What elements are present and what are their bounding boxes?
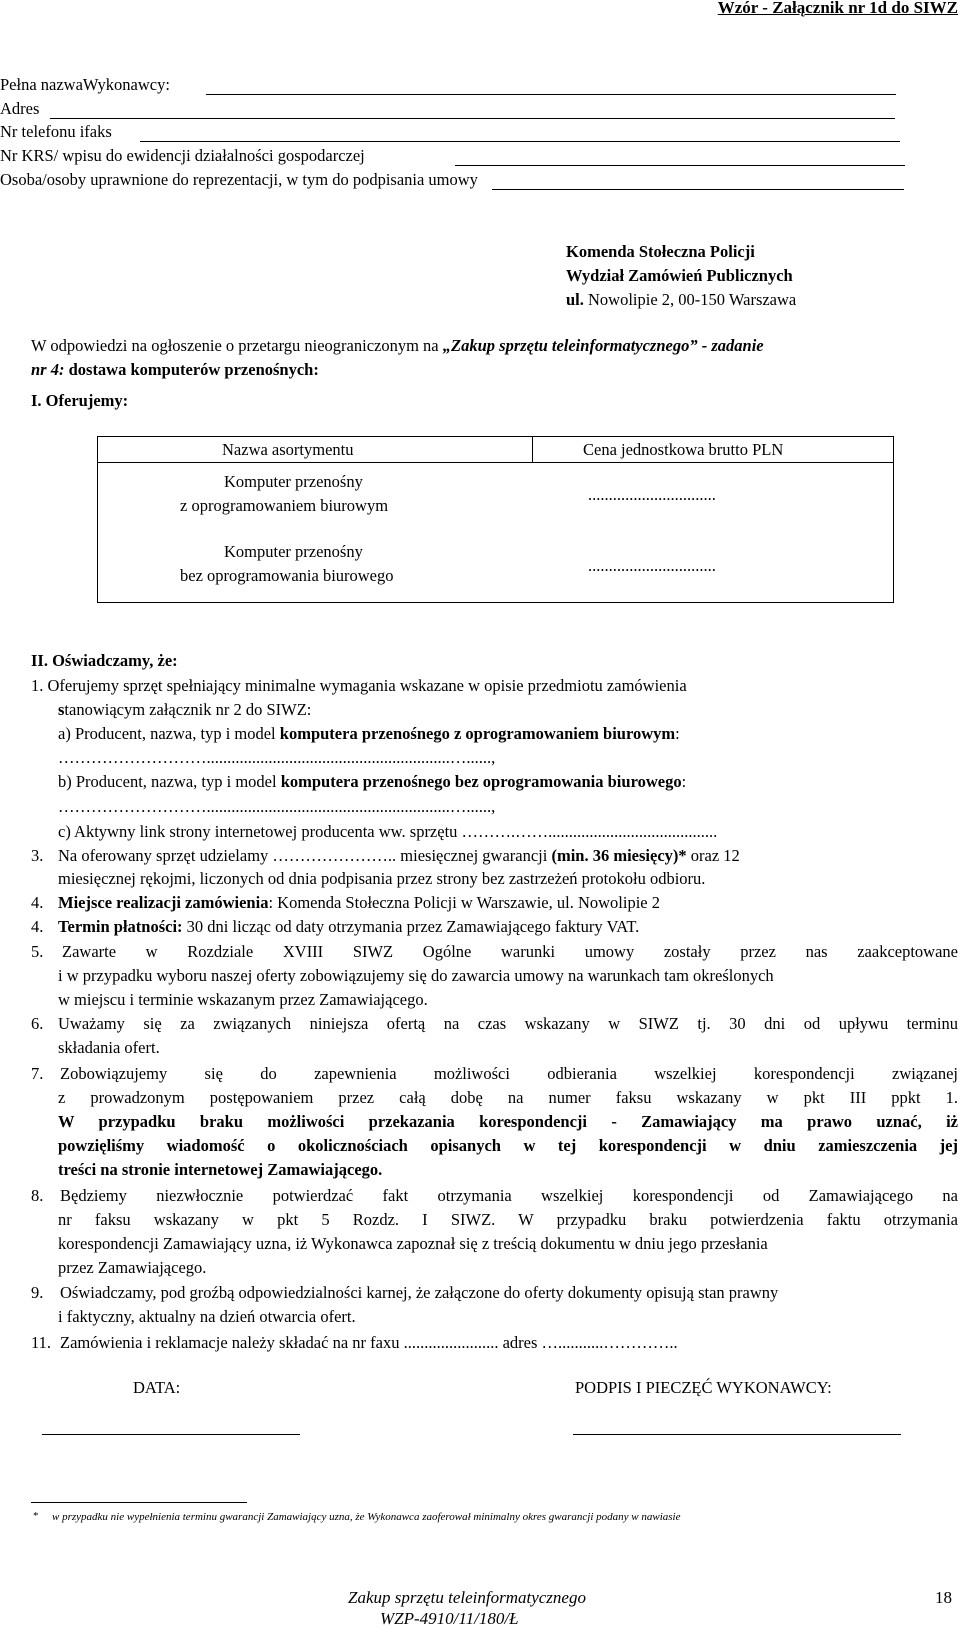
point-7-line-4: powzięliśmy wiadomość o okolicznościach opisanych w tej korespondencji w dniu zamieszczenia jej — [58, 1136, 958, 1155]
point-7-num: 7. — [31, 1064, 44, 1083]
field-krs-line[interactable] — [455, 165, 905, 166]
point-9-line-1: Oświadczamy, pod groźbą odpowiedzialności karnej, że załączone do oferty dokumenty opisują stan prawny — [60, 1283, 779, 1302]
footnote-mark: * — [33, 1510, 39, 1522]
point-9-line-2: i faktyczny, aktualny na dzień otwarcia ofert. — [58, 1307, 356, 1326]
point-8-line-4: przez Zamawiającego. — [58, 1258, 207, 1277]
page-number: 18 — [935, 1588, 952, 1607]
addressee-line-1: Komenda Stołeczna Policji — [566, 242, 755, 261]
point-11-num: 11. — [31, 1333, 52, 1352]
table-header-price: Cena jednostkowa brutto PLN — [583, 440, 784, 459]
attachment-ref: Wzór - Załącznik nr 1d do SIWZ — [717, 0, 958, 17]
table-row-1-name-line2: z oprogramowaniem biurowym — [180, 496, 389, 515]
footer-title: Zakup sprzętu teleinformatycznego — [348, 1588, 586, 1607]
point-3-line-2: miesięcznej rękojmi, liczonych od dnia podpisania przez strony bez zastrzeżeń protokołu odbioru. — [58, 869, 706, 888]
point-6-line-1: Uważamy się za związanych niniejsza ofertą na czas wskazany w SIWZ tj. 30 dni od upływu terminu — [58, 1014, 958, 1033]
offer-table-header-rule — [98, 462, 893, 463]
point-1c[interactable]: c) Aktywny link strony internetowej producenta ww. sprzętu ……….……......................................... — [58, 822, 718, 841]
point-4a: Miejsce realizacji zamówienia: Komenda Stołeczna Policji w Warszawie, ul. Nowolipie 2 — [58, 893, 660, 912]
point-1a: a) Producent, nazwa, typ i model komputera przenośnego z oprogramowaniem biurowym: — [58, 724, 680, 743]
point-7-line-1: Zobowiązujemy się do zapewnienia możliwości odbierania wszelkiej korespondencji związanej — [60, 1064, 958, 1083]
point-6-line-2: składania ofert. — [58, 1038, 160, 1057]
table-row-2-price[interactable]: ............................... — [588, 556, 716, 575]
point-1a-dots[interactable]: ………………………...........................................................…......, — [58, 748, 496, 767]
table-row-1-name-line1: Komputer przenośny — [224, 472, 363, 491]
point-8-num: 8. — [31, 1186, 44, 1205]
point-1b-dots[interactable]: ………………………...........................................................…......, — [58, 797, 496, 816]
point-1b: b) Producent, nazwa, typ i model komputera przenośnego bez oprogramowania biurowego: — [58, 772, 687, 791]
date-label: DATA: — [133, 1378, 181, 1397]
signature-label: PODPIS I PIECZĘĆ WYKONAWCY: — [575, 1378, 832, 1397]
offer-table-col-rule — [532, 437, 533, 462]
intro-line-1: W odpowiedzi na ogłoszenie o przetargu nieograniczonym na „Zakup sprzętu teleinformatycznego” - zadanie — [31, 336, 764, 355]
field-krs: Nr KRS/ wpisu do ewidencji działalności gospodarczej — [0, 146, 365, 165]
footnote-separator — [31, 1502, 247, 1503]
field-address: Adres — [0, 99, 40, 118]
section-declarations-title: II. Oświadczamy, że: — [31, 651, 178, 670]
addressee-line-2: Wydział Zamówień Publicznych — [566, 266, 793, 285]
point-5-line-1: Zawarte w Rozdziale XVIII SIWZ Ogólne warunki umowy zostały przez nas zaakceptowane — [62, 942, 958, 961]
point-7-line-3: W przypadku braku możliwości przekazania korespondencji - Zamawiający ma prawo uznać, iż — [58, 1112, 958, 1131]
table-row-1-price[interactable]: ............................... — [588, 485, 716, 504]
date-line[interactable] — [42, 1434, 300, 1435]
point-6-num: 6. — [31, 1014, 44, 1033]
field-representatives: Osoba/osoby uprawnione do reprezentacji, w tym do podpisania umowy — [0, 170, 478, 189]
table-header-name: Nazwa asortymentu — [222, 440, 354, 459]
table-row-2-name-line2: bez oprogramowania biurowego — [180, 566, 394, 585]
field-phone-fax: Nr telefonu ifaks — [0, 122, 112, 141]
point-1-line-2: stanowiącym załącznik nr 2 do SIWZ: — [58, 700, 312, 719]
point-4a-num: 4. — [31, 893, 44, 912]
field-phone-fax-line[interactable] — [140, 141, 900, 142]
intro-line-2: nr 4: dostawa komputerów przenośnych: — [31, 360, 319, 379]
point-7-line-5: treści na stronie internetowej Zamawiającego. — [58, 1160, 383, 1179]
point-4b-num: 4. — [31, 917, 44, 936]
table-row-2-name-line1: Komputer przenośny — [224, 542, 363, 561]
point-4b: Termin płatności: 30 dni licząc od daty otrzymania przez Zamawiającego faktury VAT. — [58, 917, 640, 936]
signature-line[interactable] — [573, 1434, 901, 1435]
point-8-line-3: korespondencji Zamawiający uzna, iż Wykonawca zapoznał się z treścią dokumentu w dniu jego przesłania — [58, 1234, 768, 1253]
field-full-name: Pełna nazwaWykonawcy: — [0, 75, 170, 94]
point-5-num: 5. — [31, 942, 44, 961]
point-1-line-1: 1. Oferujemy sprzęt spełniający minimalne wymagania wskazane w opisie przedmiotu zamówienia — [31, 676, 687, 695]
point-9-num: 9. — [31, 1283, 44, 1302]
section-offer-title: I. Oferujemy: — [31, 391, 129, 410]
point-11[interactable]: Zamówienia i reklamacje należy składać na nr faxu ....................... adres …...........………….. — [60, 1333, 678, 1352]
field-full-name-line[interactable] — [206, 94, 896, 95]
point-3-line-1: Na oferowany sprzęt udzielamy ………………….. miesięcznej gwarancji (min. 36 miesięcy)* oraz 12 — [58, 846, 740, 865]
point-8-line-2: nr faksu wskazany w pkt 5 Rozdz. I SIWZ. W przypadku braku potwierdzenia faktu otrzymania — [58, 1210, 958, 1229]
footer-code: WZP-4910/11/180/Ł — [380, 1609, 519, 1628]
point-7-line-2: z prowadzonym postępowaniem przez całą dobę na numer faksu wskazany w pkt III ppkt 1. — [58, 1088, 958, 1107]
field-address-line[interactable] — [50, 118, 895, 119]
point-8-line-1: Będziemy niezwłocznie potwierdzać fakt otrzymania wszelkiej korespondencji od Zamawiającego na — [60, 1186, 958, 1205]
point-5-line-3: w miejscu i terminie wskazanym przez Zamawiającego. — [58, 990, 428, 1009]
footnote-text: w przypadku nie wypełnienia terminu gwarancji Zamawiający uzna, że Wykonawca zaoferował minimalny okres gwarancji podany w nawiasie — [52, 1511, 681, 1523]
point-3-num: 3. — [31, 846, 44, 865]
point-5-line-2: i w przypadku wyboru naszej oferty zobowiązujemy się do zawarcia umowy na warunkach tam określonych — [58, 966, 774, 985]
field-representatives-line[interactable] — [492, 189, 904, 190]
addressee-line-3: ul. Nowolipie 2, 00-150 Warszawa — [566, 290, 797, 309]
